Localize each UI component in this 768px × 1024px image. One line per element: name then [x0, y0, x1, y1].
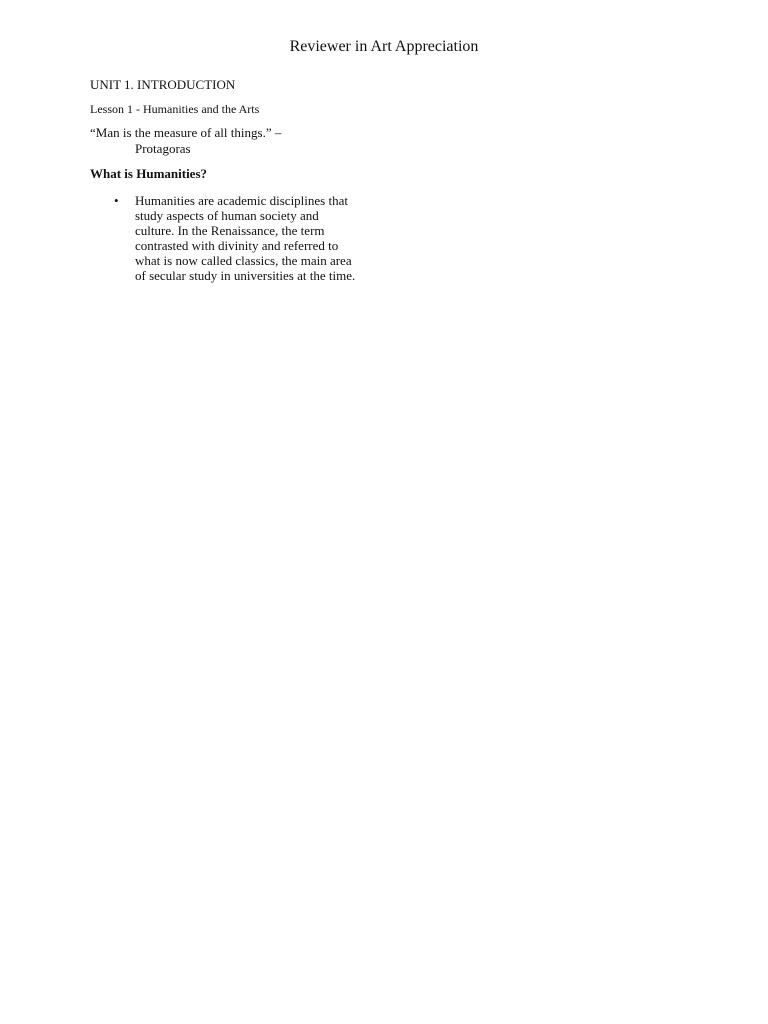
quote — [90, 125, 281, 157]
list-item — [90, 193, 360, 283]
quote-text: “Man is the measure of all things.” – — [90, 125, 282, 140]
bullet-icon: • — [114, 193, 119, 208]
quote-author: Protagoras — [135, 141, 191, 156]
bullet-text: Humanities are academic disciplines that study aspects of human society and culture. In the Renaissance, the term contrasted with divinity and referred to what is now called classics, the main area of secular study in universities at the time. — [135, 193, 356, 283]
bullet-list — [90, 193, 370, 283]
section-heading: What is Humanities? — [90, 166, 208, 181]
document-title: Reviewer in Art Appreciation — [289, 38, 479, 55]
lesson-heading: Lesson 1 - Humanities and the Arts — [90, 102, 260, 116]
unit-heading: UNIT 1. INTRODUCTION — [90, 77, 236, 92]
